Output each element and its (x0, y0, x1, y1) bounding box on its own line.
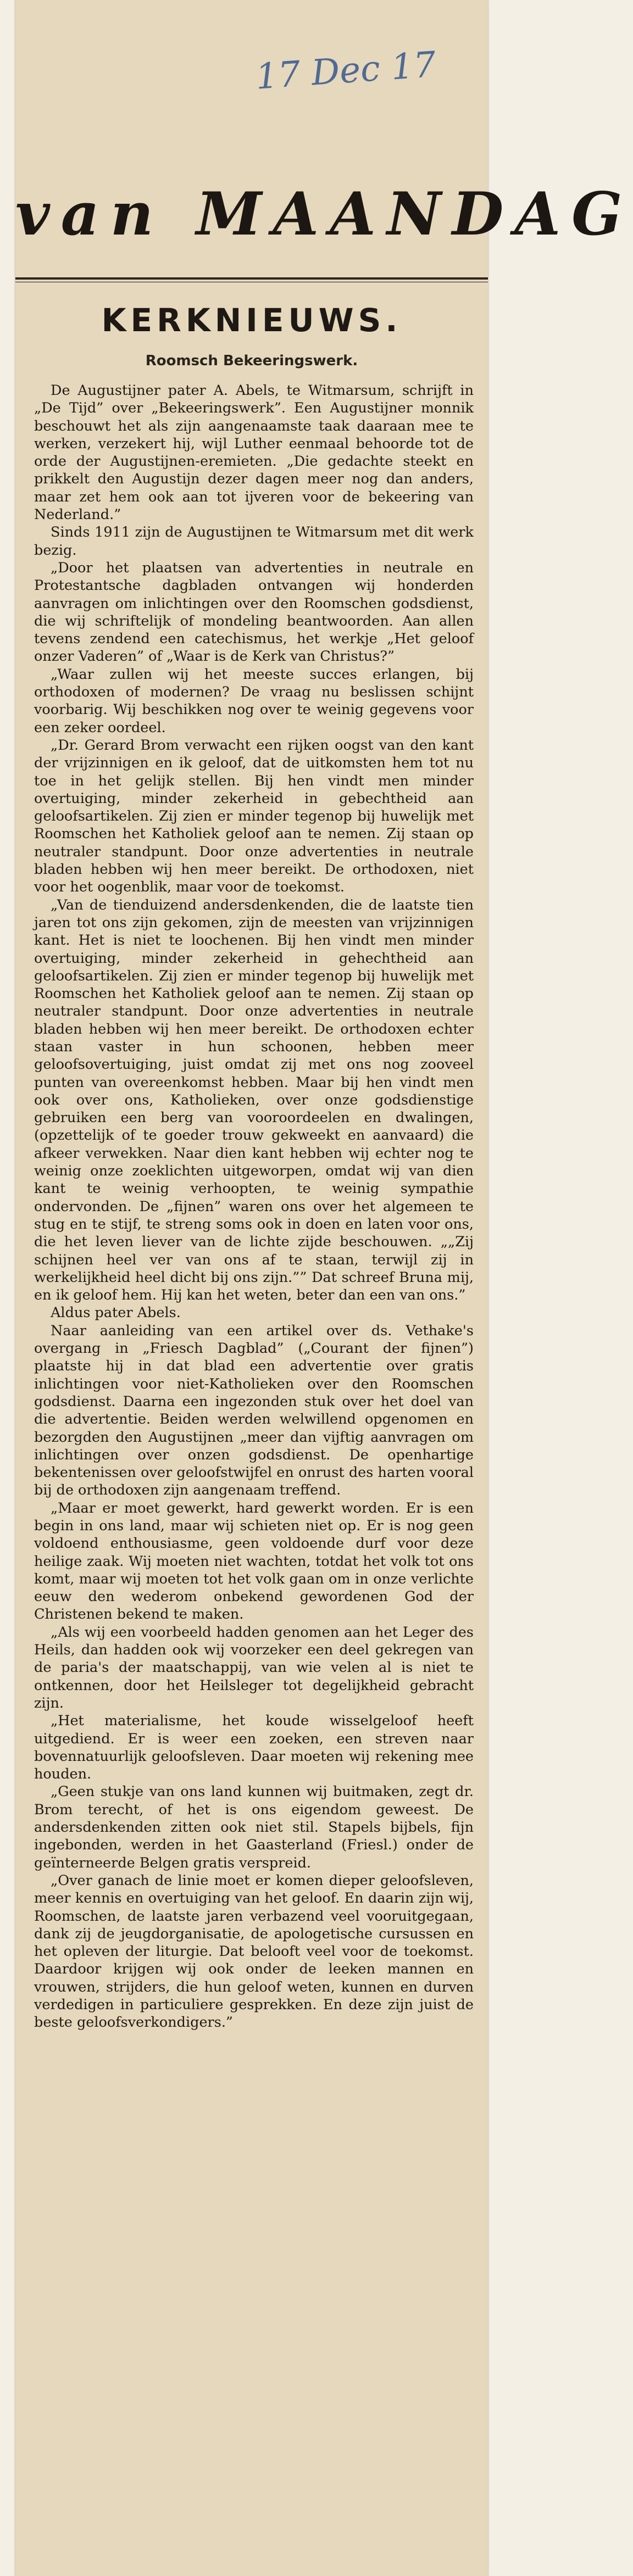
article-title: Roomsch Bekeeringswerk. (145, 353, 358, 369)
section-heading: KERKNIEUWS. (101, 302, 402, 339)
handwritten-date-text: 17 Dec 17 (254, 44, 437, 98)
masthead-title: van MAANDAG (15, 180, 633, 249)
paragraph: „Maar er moet gewerkt, hard gewerkt worden. Er is een begin in ons land, maar wij schieten niet op. Er is nog geen voldoend enthousiasme, geen voldoende durf voor deze heilige zaak. Wij moeten niet wachten, totdat het volk tot ons komt, maar wij moeten tot het volk gaan om in onze verlichte eeuw den wederom onbekend gewordenen God der Christenen bekend te maken. (34, 1499, 474, 1623)
paragraph: Sinds 1911 zijn de Augustijnen te Witmarsum met dit werk bezig. (34, 524, 474, 559)
article-body (34, 382, 474, 2032)
paragraph: „Het materialisme, het koude wisselgeloof heeft uitgediend. Er is weer een zoeken, een streven naar bovennatuurlijk geloofsleven. Daar moeten wij rekening mee houden. (34, 1713, 474, 1783)
newspaper-masthead (15, 165, 633, 275)
paragraph: Aldus pater Abels. (51, 1304, 181, 1322)
paragraph: „Door het plaatsen van advertenties in neutrale en Protestantsche dagbladen ontvangen wij honderden aanvragen om inlichtingen over den Roomschen godsdienst, die wij schriftelijk of mondeling beantwoorden. Aan allen tevens zendend een catechismus, het werkje „Het geloof onzer Vaderen” of „Waar is de Kerk van Christus?” (34, 559, 474, 665)
paragraph: „Van de tienduizend andersdenkenden, die de laatste tien jaren tot ons zijn gekomen, zijn de meesten van vrijzinnigen kant. Het is niet te loochenen. Bij hen vindt men minder overtuiging, minder zekerheid in gehechtheid aan geloofsartikelen. Zij zien er minder tegenop bij huwelijk met Roomschen het Katholiek geloof aan te nemen. Zij staan op neutraler standpunt. Door onze advertenties in neutrale bladen hebben wij hen meer bereikt. De orthodoxen echter staan vaster in hun schoonen, hebben meer geloofsovertuiging, juist omdat zij met ons nog zooveel punten van overeenkomst hebben. Maar bij hen vindt men ook over ons, Katholieken, over onze godsdienstige gebruiken een berg van vooroordeelen en dwalingen, (opzettelijk of te goeder trouw gekweekt en aanvaard) die afkeer verwekken. Naar dien kant hebben wij echter nog te weinig onze zoeklichten uitgeworpen, omdat wij van dien kant te weinig verhoopten, te weinig sympathie ondervonden. De „fijnen” waren ons over het algemeen te stug en te stijf, te streng soms ook in doen en laten voor ons, die het leven liever van de lichte zijde beschouwen. „„Zij schijnen heel ver van ons af te staan, terwijl zij in werkelijkheid heel dicht bij ons zijn.”” Dat schreef Bruna mij, en ik geloof hem. Hij kan het weten, beter dan een van ons.” (34, 896, 474, 1304)
paragraph: „Over ganach de linie moet er komen dieper geloofsleven, meer kennis en overtuiging van het geloof. En daarin zijn wij, Roomschen, de laatste jaren verbazend veel vooruitgegaan, dank zij de jeugdorganisatie, de apologetische cursussen en het opleven der liturgie. Dat belooft veel voor de toekomst. Daardoor krijgen wij ook onder de leeken mannen en vrouwen, strijders, die hun geloof weten, kunnen en durven verdedigen in particuliere gesprekken. En deze zijn juist de beste geloofsverkondigers.” (34, 1872, 474, 2031)
paragraph: „Waar zullen wij het meeste succes erlangen, bij orthodoxen of modernen? De vraag nu beslissen schijnt voorbarig. Wij beschikken nog over te weinig gegevens voor een zeker oordeel. (34, 666, 474, 736)
handwritten-date-annotation (248, 33, 437, 110)
paragraph: „Geen stukje van ons land kunnen wij buitmaken, zegt dr. Brom terecht, of het is ons eigendom geweest. De andersdenkenden zitten ook niet stil. Stapels bijbels, fijn ingebonden, werden in het Gaasterland (Friesl.) onder de geïnterneerde Belgen gratis verspreid. (34, 1783, 474, 1871)
paragraph: De Augustijner pater A. Abels, te Witmarsum, schrijft in „De Tijd” over „Bekeeringswerk”. Een Augustijner monnik beschouwt het als zijn aangenaamste taak daaraan mee te werken, verzekert hij, wijl Luther eenmaal behoorde tot de orde der Augustijnen-eremieten. „Die gedachte steekt en prikkelt den Augustijn dezer dagen meer nog dan anders, maar zet hem ook aan tot ijveren voor de bekeering van Nederland.” (34, 382, 474, 523)
paragraph: Naar aanleiding van een artikel over ds. Vethake's overgang in „Friesch Dagblad” („Courant der fijnen”) plaatste hij in dat blad een advertentie over gratis inlichtingen voor niet-Katholieken over den Roomschen godsdienst. Daarna een ingezonden stuk over het doel van die advertentie. Beiden werden welwillend opgenomen en bezorgden den Augustijnen „meer dan vijftig aanvragen om inlichtingen over onzen godsdienst. De openhartige bekentenissen over geloofstwijfel en onrust des harten vooral bij de orthodoxen zijn aangenaam treffend. (34, 1322, 474, 1499)
divider-rule-top (15, 277, 488, 280)
paragraph: „Als wij een voorbeeld hadden genomen aan het Leger des Heils, dan hadden ook wij voorzeker een deel gekregen van de paria's der maatschappij, van wie velen al is niet te ontkennen, door het Heilsleger tot degelijkheid gebracht zijn. (34, 1624, 474, 1711)
paragraph: „Dr. Gerard Brom verwacht een rijken oogst van den kant der vrijzinnigen en ik geloof, dat de uitkomsten hem tot nu toe in het gelijk stellen. Bij hen vindt men minder overtuiging, minder zekerheid in gebechtheid aan geloofsartikelen. Zij zien er minder tegenop bij huwelijk met Roomschen het Katholiek geloof aan te nemen. Zij staan op neutraler standpunt. Door onze advertenties in neutrale bladen hebben wij hen meer bereikt. De orthodoxen, niet voor het oogenblik, maar voor de toekomst. (34, 737, 474, 896)
